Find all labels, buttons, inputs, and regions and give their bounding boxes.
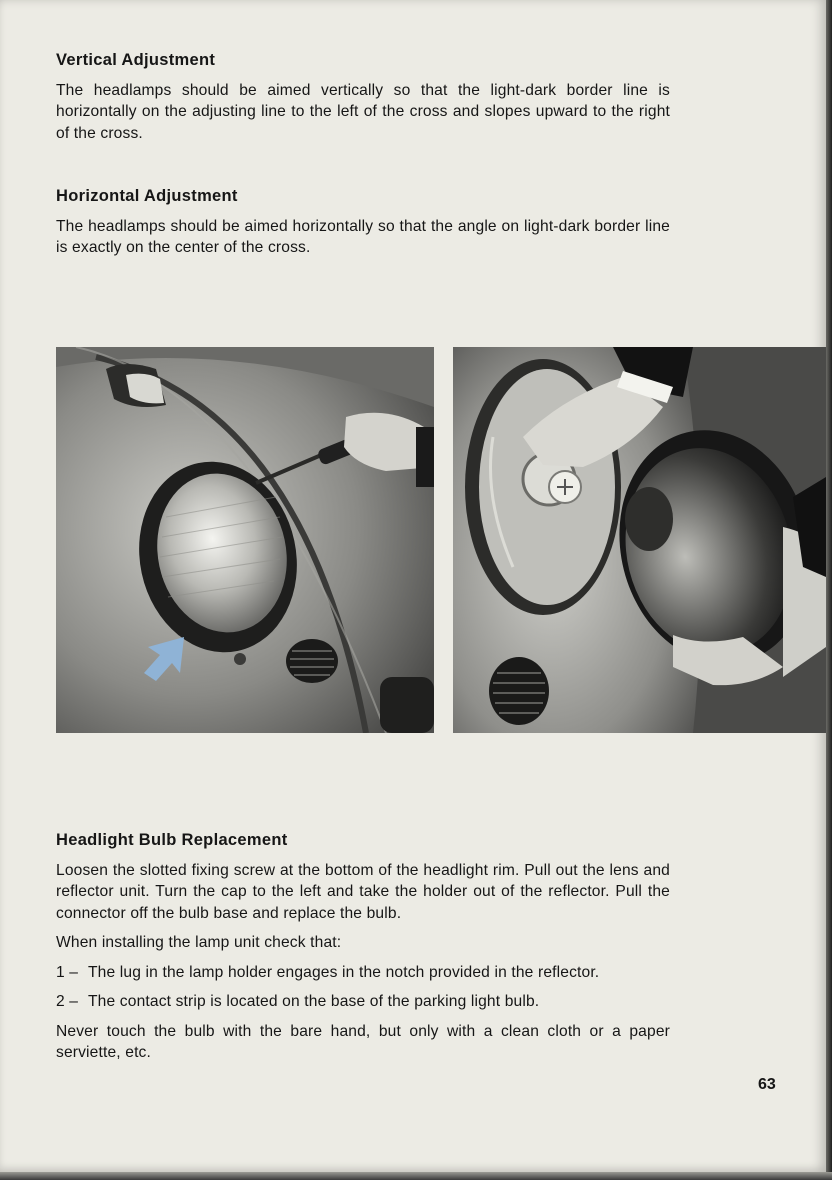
heading-bulb-replacement: Headlight Bulb Replacement bbox=[56, 831, 288, 849]
heading-horizontal-adjustment: Horizontal Adjustment bbox=[56, 187, 238, 205]
list-item-number: 1 – bbox=[56, 963, 79, 981]
text-horizontal-adjustment: The headlamps should be aimed horizontally so that the angle on light-dark border line is exactly on the center of the cross. bbox=[56, 217, 670, 256]
list-item bbox=[56, 962, 670, 984]
text-bulb-note: Never touch the bulb with the bare hand, but only with a clean cloth or a paper serviette, etc. bbox=[56, 1022, 670, 1061]
book-spine-edge bbox=[826, 0, 832, 1180]
text-bulb-intro: Loosen the slotted fixing screw at the bottom of the headlight rim. Pull out the lens and reflector unit. Turn the cap to the left and take the holder out of the reflector. Pull the connector off the bulb base and replace the bulb. bbox=[56, 861, 670, 922]
section-horizontal-adjustment bbox=[56, 186, 670, 267]
text-bulb-check: When installing the lamp unit check that: bbox=[56, 934, 342, 951]
page-number: 63 bbox=[758, 1076, 776, 1093]
text-vertical-adjustment: The headlamps should be aimed vertically so that the light-dark border line is horizontally on the adjusting line to the left of the cross and slopes upward to the right of the cross. bbox=[56, 81, 670, 142]
photo-headlamp-adjustment bbox=[56, 347, 434, 733]
section-vertical-adjustment bbox=[56, 50, 670, 152]
reflector-removal-illustration bbox=[453, 347, 826, 733]
list-item bbox=[56, 991, 670, 1013]
list-item-text: The contact strip is located on the base of the parking light bulb. bbox=[88, 993, 540, 1010]
list-item-number: 2 – bbox=[56, 993, 79, 1010]
page-bottom-edge bbox=[0, 1172, 832, 1180]
section-bulb-replacement bbox=[56, 830, 670, 1072]
headlamp-adjustment-illustration bbox=[56, 347, 434, 733]
heading-vertical-adjustment: Vertical Adjustment bbox=[56, 51, 216, 69]
list-item-text: The lug in the lamp holder engages in the notch provided in the reflector. bbox=[88, 963, 600, 981]
photo-reflector-removal bbox=[453, 347, 826, 733]
